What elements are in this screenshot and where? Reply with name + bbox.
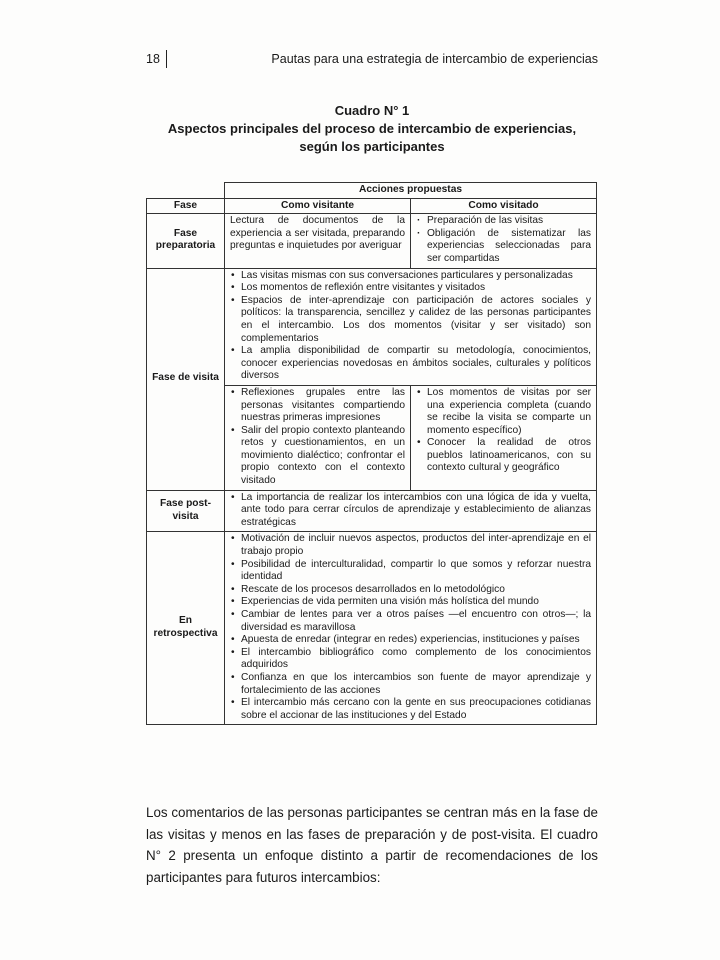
fase-preparatoria: Fase preparatoria bbox=[147, 214, 225, 268]
list-item: • El intercambio más cercano con la gente en sus preocupaciones cotidianas sobre el accionar de las instituciones y del Estado bbox=[230, 697, 591, 722]
table-column-header-row bbox=[147, 198, 597, 214]
visita-comun bbox=[225, 268, 597, 385]
cuadro-table bbox=[146, 182, 597, 725]
list-item: • Experiencias de vida permiten una visión más holística del mundo bbox=[230, 596, 591, 609]
fase-retrospectiva: En retrospectiva bbox=[147, 532, 225, 725]
list-item: • Rescate de los procesos desarrollados en lo metodológico bbox=[230, 584, 591, 597]
list-item: • Cambiar de lentes para ver a otros países —el encuentro con otros—; la diversidad es maravillosa bbox=[230, 609, 591, 634]
caption-number: Cuadro N° 1 bbox=[334, 103, 410, 118]
list-item: · Preparación de las visitas bbox=[416, 215, 591, 228]
visita-visitante bbox=[225, 385, 411, 490]
fase-visita: Fase de visita bbox=[147, 268, 225, 490]
list-item: • La amplia disponibilidad de compartir su metodología, conocimientos, conocer experiencias novedosas en ámbitos sociales, culturales y políticos diversos bbox=[230, 345, 591, 383]
preparatoria-visitado-list bbox=[416, 215, 591, 265]
preparatoria-visitado bbox=[411, 214, 597, 268]
running-title: Pautas para una estrategia de intercambio de experiencias bbox=[271, 52, 598, 66]
visita-visitante-list bbox=[230, 387, 405, 488]
list-item: • Reflexiones grupales entre las personas visitantes compartiendo nuestras primeras impresiones bbox=[230, 387, 405, 425]
caption-title-line1: Aspectos principales del proceso de intercambio de experiencias, bbox=[167, 121, 577, 136]
list-item: · Obligación de sistematizar las experiencias seleccionadas para ser compartidas bbox=[416, 228, 591, 266]
retro-comun-list bbox=[230, 533, 591, 722]
retro-comun bbox=[225, 532, 597, 725]
list-item: • Confianza en que los intercambios son fuente de mayor aprendizaje y fortalecimiento de las acciones bbox=[230, 672, 591, 697]
list-item: • La importancia de realizar los intercambios con una lógica de ida y vuelta, ante todo para cerrar círculos de aprendizaje y establecimiento de alianzas estratégicas bbox=[230, 492, 591, 530]
page-number: 18 bbox=[146, 50, 167, 68]
table-row-retro bbox=[147, 532, 597, 725]
table-row-visita-comun bbox=[147, 268, 597, 385]
list-item: • Posibilidad de interculturalidad, compartir lo que somos y reforzar nuestra identidad bbox=[230, 559, 591, 584]
col-header-visitado: Como visitado bbox=[411, 198, 597, 214]
list-item: • Motivación de incluir nuevos aspectos, productos del inter-aprendizaje en el trabajo propio bbox=[230, 533, 591, 558]
list-item: • Los momentos de visitas por ser una experiencia completa (cuando se recibe la visita se comparte un momento específico) bbox=[416, 387, 591, 437]
fase-post-visita: Fase post-visita bbox=[147, 490, 225, 532]
preparatoria-visitante: Lectura de documentos de la experiencia a ser visitada, preparando preguntas e inquietudes por averiguar bbox=[225, 214, 411, 268]
list-item: • Conocer la realidad de otros pueblos latinoamericanos, con su contexto cultural y geográfico bbox=[416, 437, 591, 475]
col-header-fase: Fase bbox=[147, 198, 225, 214]
col-header-visitante: Como visitante bbox=[225, 198, 411, 214]
table-caption bbox=[146, 102, 598, 156]
visita-comun-list bbox=[230, 270, 591, 383]
table-group-header-row bbox=[147, 183, 597, 199]
list-item: • Salir del propio contexto planteando retos y cuestionamientos, en un movimiento dialéctico; confrontar el propio contexto con el contexto visitado bbox=[230, 425, 405, 488]
group-header: Acciones propuestas bbox=[225, 183, 597, 199]
visita-visitado bbox=[411, 385, 597, 490]
table-row-post bbox=[147, 490, 597, 532]
body-paragraph: Los comentarios de las personas participantes se centran más en la fase de las visitas y menos en las fases de preparación y de post-visita. El cuadro N° 2 presenta un enfoque distinto a partir de recomendaciones de los participantes para futuros intercambios: bbox=[146, 805, 598, 885]
visita-visitado-list bbox=[416, 387, 591, 475]
list-item: • Las visitas mismas con sus conversaciones particulares y personalizadas bbox=[230, 270, 591, 283]
table-row-preparatoria bbox=[147, 214, 597, 268]
caption-title-line2: según los participantes bbox=[299, 139, 445, 154]
post-comun bbox=[225, 490, 597, 532]
list-item: • Los momentos de reflexión entre visitantes y visitados bbox=[230, 282, 591, 295]
list-item: • Espacios de inter-aprendizaje con participación de actores sociales y políticos: la transparencia, sencillez y calidez de las personas participantes en el intercambio. Los dos momentos (visitar y ser visitado) son complementarios bbox=[230, 295, 591, 345]
page-header bbox=[146, 50, 598, 68]
list-item: • Apuesta de enredar (integrar en redes) experiencias, instituciones y países bbox=[230, 634, 591, 647]
list-item: • El intercambio bibliográfico como complemento de los conocimientos adquiridos bbox=[230, 647, 591, 672]
post-comun-list bbox=[230, 492, 591, 530]
